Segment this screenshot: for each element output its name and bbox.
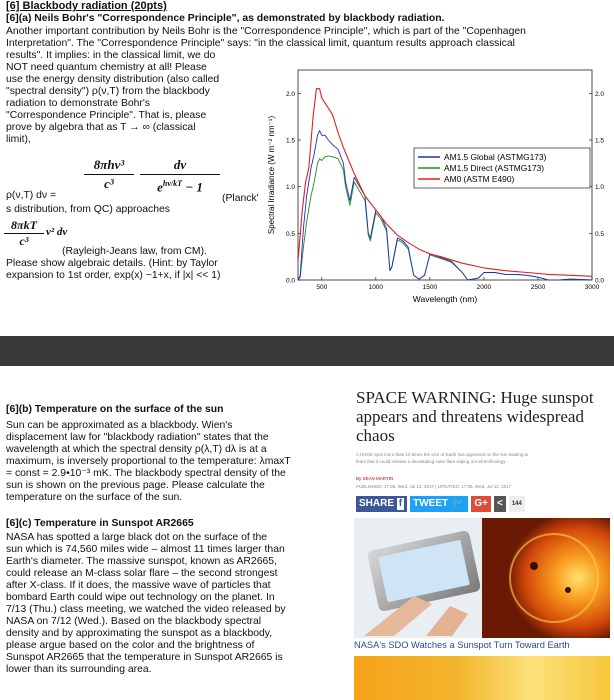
page-part-bc [0, 366, 614, 700]
part-b-line: = const = 2.9•10⁻³ mK. The blackbody spectral density of the [6, 468, 286, 479]
planck-label: (Planck' [222, 193, 259, 204]
tweet-label: TWEET [413, 498, 449, 509]
y-tick-label: 0.5 [285, 230, 295, 238]
part-b-title: [6](b) Temperature on the surface of the sun [6, 404, 224, 415]
planck-dv: dν [140, 156, 220, 175]
section-header: [6] Blackbody radiation (20pts) [6, 0, 167, 12]
y-tick-label: 1.5 [285, 137, 295, 145]
part-a-line: limit), [6, 134, 31, 145]
planck-e: e [157, 179, 163, 195]
x-axis-label: Wavelength (nm) [412, 294, 478, 304]
y-tick-label: 2.0 [285, 90, 295, 98]
rj-fraction [4, 218, 44, 249]
news-photo-art [354, 518, 610, 638]
news-photo-caption[interactable]: NASA's SDO Watches a Sunspot Turn Toward Earth [354, 640, 570, 650]
part-c-line: NASA has spotted a large black dot on the surface of the [6, 532, 268, 543]
y-tick-label: 0.0 [285, 277, 295, 285]
google-plus-share-button[interactable] [471, 496, 491, 512]
y-tick-label-right: 1.5 [595, 137, 605, 145]
planck-fraction-1 [84, 156, 134, 193]
rj-numerator: 8πkT [4, 218, 44, 234]
news-photo[interactable] [354, 518, 610, 638]
part-a-line: NOT need quantum chemistry at all! Please [6, 62, 207, 73]
planck-lhs: ρ(ν,T) dν = [6, 190, 57, 201]
planck-exp-term [140, 175, 220, 196]
part-b-line: Sun can be approximated as a blackbody. Wien's [6, 420, 233, 431]
part-c-line: density and by approximating the sunspot as a blackbody, [6, 628, 273, 639]
part-c-line: Earth's diameter. The massive sunspot, known as AR2665, [6, 556, 277, 567]
legend-label: AM1.5 Direct (ASTMG173) [444, 163, 545, 173]
share-label: SHARE [359, 498, 395, 509]
news-headline[interactable]: SPACE WARNING: Huge sunspot appears and threatens widespread chaos [356, 388, 594, 445]
legend-label: AM0 (ASTM E490) [444, 174, 515, 184]
rj-denominator: c³ [19, 234, 29, 248]
planck-numerator: 8πhν³ [84, 156, 134, 175]
news-subhead-line: A HUGE spot more than 10 times the size of Earth has appeared on the sun leading to [356, 452, 529, 457]
y-axis-label: Spectral Irradiance (W m⁻² nm⁻¹) [267, 115, 276, 235]
planck-exponent: hν/kT [162, 179, 182, 188]
news-subhead-line: fears that it could release a devastating solar flare wiping out all technology [356, 459, 506, 464]
rj-label: (Rayleigh-Jeans law, from CM). [62, 246, 207, 257]
share-icon: < [497, 498, 503, 509]
part-a-line: results". It implies: in the classical limit, we do [6, 50, 216, 61]
x-tick-label: 500 [316, 284, 328, 291]
x-tick-label: 2000 [476, 284, 492, 291]
y-tick-label: 1.0 [285, 184, 295, 192]
page-divider [0, 336, 614, 366]
part-a-title: [6](a) Neils Bohr's "Correspondence Principle", as demonstrated by blackbody radiation. [6, 13, 445, 24]
x-tick-label: 1500 [422, 284, 438, 291]
part-b-line: temperature on the surface of the sun. [6, 492, 183, 503]
part-a-line: "spectral density") ρ(ν,T) from the blackbody [6, 86, 210, 97]
part-c-line: sun which is 74,560 miles wide – almost 11 times larger than [6, 544, 285, 555]
planck-fraction-2 [140, 156, 220, 196]
share-more-button[interactable] [494, 496, 506, 512]
part-c-line: lower than its surrounding area. [6, 664, 152, 675]
share-bar [356, 496, 525, 512]
share-count: 144 [509, 496, 525, 512]
hint-line-2: expansion to 1st order, exp(x) ~1+x, if |x| << 1) [6, 270, 221, 281]
facebook-icon: f [398, 498, 403, 509]
part-b-line: maximum, is inversely proportional to the temperature: λmaxT [6, 456, 291, 467]
google-plus-icon: G+ [474, 498, 488, 509]
page-part-a [0, 0, 614, 336]
part-c-line: bombard Earth could wipe out technology on the planet. In [6, 592, 275, 603]
part-c-line: 7/13 (Thu.) class meeting, we watched the video released by [6, 604, 286, 615]
news-byline[interactable]: By SEAN MARTIN [356, 476, 394, 481]
y-tick-label-right: 0.0 [595, 277, 605, 285]
planck-minus-one: − 1 [185, 179, 203, 195]
twitter-share-button[interactable] [410, 496, 468, 512]
x-tick-label: 1000 [368, 284, 384, 291]
part-b-line: sun is shown on the previous page. Please calculate the [6, 480, 265, 491]
part-c-line: please argue based on the color and the brightness of [6, 640, 255, 651]
twitter-icon: 🐦 [451, 498, 465, 509]
part-a-line: "Correspondence Principle". That is, please [6, 110, 207, 121]
part-a-line-after-planck: s distribution, from QC) approaches [6, 204, 171, 215]
facebook-share-button[interactable] [356, 496, 407, 512]
part-c-line: could release an M-class solar flare – the second strongest [6, 568, 278, 579]
x-tick-label: 2500 [530, 284, 546, 291]
part-a-line: prove by algebra that as T → ∞ (classical [6, 122, 196, 133]
part-b-line: displacement law for "blackbody radiation" states that the [6, 432, 269, 443]
planck-denominator: c³ [104, 176, 114, 191]
rj-tail: ν² dν [46, 226, 68, 238]
part-a-line: Interpretation". The "Correspondence Principle" says: "in the classical limit, quantum results approach classical [6, 38, 515, 49]
part-a-line: radiation to demonstrate Bohr's [6, 98, 151, 109]
y-tick-label-right: 0.5 [595, 230, 605, 238]
news-dateline: PUBLISHED: 17:36, Wed, Jul 12, 2017 | UPDATED: 17:36, Wed, Jul 12, 2017 [356, 484, 512, 489]
part-a-line: use the energy density distribution (also called [6, 74, 220, 85]
sun-image-strip [354, 656, 610, 700]
part-a-line: Another important contribution by Neils Bohr is the "Correspondence Principle", which is part of the "Copenhagen [6, 26, 526, 37]
x-tick-label: 3000 [584, 284, 600, 291]
part-c-line: Sunspot AR2665 that the temperature in Sunspot AR2665 is [6, 652, 283, 663]
legend-label: AM1.5 Global (ASTMG173) [444, 152, 547, 162]
spectral-irradiance-chart [258, 60, 612, 320]
part-b-line: wavelength at which the spectral density ρ(λ,T) dλ is at a [6, 444, 267, 455]
y-tick-label-right: 1.0 [595, 184, 605, 192]
part-c-line: after X-class. If it does, the massive wave of particles that [6, 580, 271, 591]
part-c-title: [6](c) Temperature in Sunspot AR2665 [6, 518, 194, 529]
hint-line-1: Please show algebraic details. (Hint: by Taylor [6, 258, 218, 269]
y-tick-label-right: 2.0 [595, 90, 605, 98]
part-c-line: NASA on 7/12 (Wed.). Based on the blackbody spectral [6, 616, 262, 627]
